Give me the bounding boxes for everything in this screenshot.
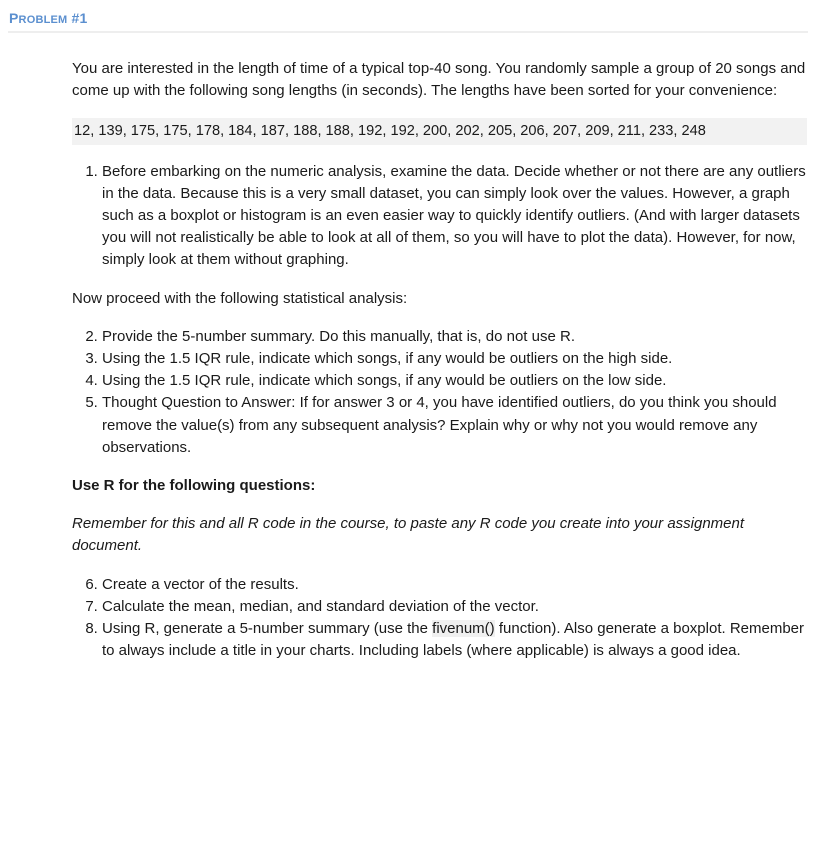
- heading-rest: ROBLEM: [18, 14, 68, 26]
- question-3: 3. Using the 1.5 IQR rule, indicate which songs, if any would be outliers on the high side.: [102, 348, 807, 370]
- question-8-text-a: Using R, generate a 5-number summary (use the: [102, 620, 433, 638]
- question-6: 6. Create a vector of the results.: [102, 574, 807, 596]
- question-list-1: [72, 161, 807, 272]
- question-8-text-b: function). Also generate a boxplot. Remember to always include a title in your charts. Including labels (where applicable) is always a good idea.: [102, 620, 805, 660]
- question-5: 5. Thought Question to Answer: If for answer 3 or 4, you have identified outliers, do you think you should remove the value(s) from any subsequent analysis? Explain why or why not you would remove any observations.: [102, 392, 807, 459]
- heading-rule: [8, 31, 808, 33]
- question-8: [102, 618, 807, 662]
- question-7: 7. Calculate the mean, median, and standard deviation of the vector.: [102, 596, 807, 618]
- question-list-3: [72, 574, 807, 663]
- heading-number: #1: [67, 10, 88, 26]
- remember-note: Remember for this and all R code in the course, to paste any R code you create into your assignment document.: [72, 515, 745, 555]
- heading-initial: P: [9, 10, 19, 26]
- question-list-2: [72, 326, 807, 459]
- fivenum-code: fivenum(): [432, 620, 495, 638]
- document-body: [72, 58, 807, 662]
- question-2: 2. Provide the 5-number summary. Do this manually, that is, do not use R.: [102, 326, 807, 348]
- intro-paragraph: You are interested in the length of time of a typical top-40 song. You randomly sample a group of 20 songs and come up with the following song lengths (in seconds). The lengths have been sorted for your convenience:: [72, 60, 806, 100]
- problem-heading: [9, 10, 87, 26]
- proceed-text: Now proceed with the following statistical analysis:: [72, 289, 408, 307]
- song-lengths-data: 12, 139, 175, 175, 178, 184, 187, 188, 188, 192, 192, 200, 202, 205, 206, 207, 209, 211, 233, 248: [72, 118, 807, 144]
- question-4: 4. Using the 1.5 IQR rule, indicate which songs, if any would be outliers on the low side.: [102, 370, 807, 392]
- question-1: 1. Before embarking on the numeric analysis, examine the data. Decide whether or not there are any outliers in the data. Because this is a very small dataset, you can simply look over the values. However, a graph such as a boxplot or histogram is an even easier way to quickly identify outliers. (And with larger datasets you will not realistically be able to look at all of them, so you will have to plot the data). However, for now, simply look at them without graphing.: [102, 161, 807, 272]
- use-r-heading: Use R for the following questions:: [72, 477, 316, 495]
